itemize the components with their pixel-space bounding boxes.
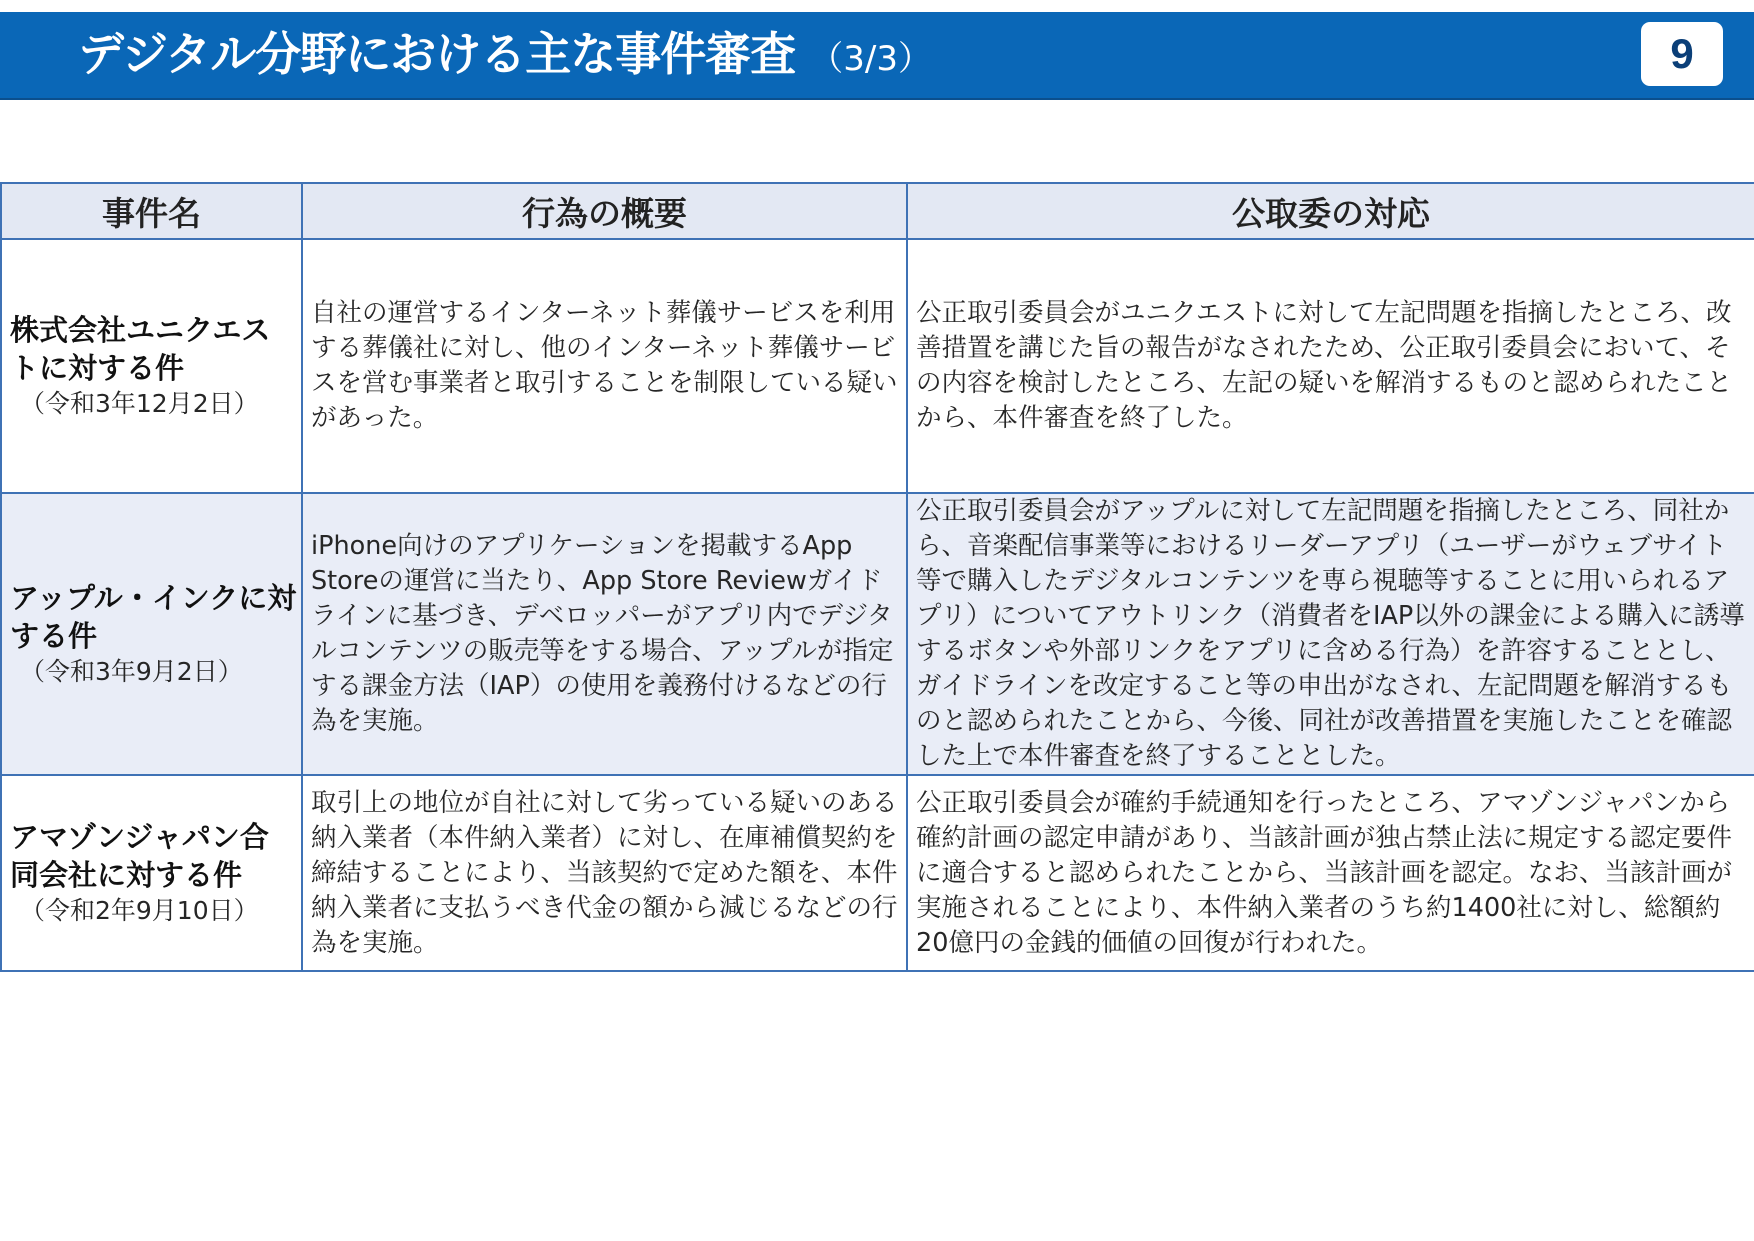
case-date: （令和2年9月10日） <box>20 896 259 925</box>
case-name: アップル・インクに対する件 <box>10 581 297 653</box>
table-row <box>1 239 1754 493</box>
response-cell: 公正取引委員会がユニクエストに対して左記問題を指摘したところ、改善措置を講じた旨の報告がなされたため、公正取引委員会において、その内容を検討したところ、左記の疑いを解消するものと認められたことから、本件審査を終了した。 <box>907 239 1754 493</box>
case-date: （令和3年9月2日） <box>20 657 243 686</box>
table-row <box>1 493 1754 775</box>
case-name: 株式会社ユニクエストに対する件 <box>10 313 271 385</box>
case-name: アマゾンジャパン合同会社に対する件 <box>10 820 269 892</box>
column-header-summary: 行為の概要 <box>302 183 907 239</box>
summary-cell: iPhone向けのアプリケーションを掲載するApp Storeの運営に当たり、App Store Reviewガイドラインに基づき、デベロッパーがアプリ内でデジタルコンテンツの販売等をする場合、アップルが指定する課金方法（IAP）の使用を義務付けるなどの行為を実施。 <box>302 493 907 775</box>
case-name-cell <box>1 493 302 775</box>
response-cell: 公正取引委員会が確約手続通知を行ったところ、アマゾンジャパンから確約計画の認定申請があり、当該計画が独占禁止法に規定する認定要件に適合すると認められたことから、当該計画を認定。なお、当該計画が実施されることにより、本件納入業者のうち約1400社に対し、総額約20億円の金銭的価値の回復が行われた。 <box>907 775 1754 971</box>
slide-title <box>78 24 932 84</box>
slide-subtitle: （3/3） <box>809 39 932 79</box>
table-row <box>1 775 1754 971</box>
response-cell: 公正取引委員会がアップルに対して左記問題を指摘したところ、同社から、音楽配信事業等におけるリーダーアプリ（ユーザーがウェブサイト等で購入したデジタルコンテンツを専ら視聴等することに用いられるアプリ）についてアウトリンク（消費者をIAP以外の課金による購入に誘導するボタンや外部リンクをアプリに含める行為）を許容することとし、ガイドラインを改定すること等の申出がなされ、左記問題を解消するものと認められたことから、今後、同社が改善措置を実施したことを確認した上で本件審査を終了することとした。 <box>907 493 1754 775</box>
summary-cell: 自社の運営するインターネット葬儀サービスを利用する葬儀社に対し、他のインターネット葬儀サービスを営む事業者と取引することを制限している疑いがあった。 <box>302 239 907 493</box>
column-header-case-name: 事件名 <box>1 183 302 239</box>
column-header-response: 公取委の対応 <box>907 183 1754 239</box>
case-table <box>0 182 1754 972</box>
case-name-cell <box>1 239 302 493</box>
case-date: （令和3年12月2日） <box>20 389 259 418</box>
page-number-badge: 9 <box>1641 22 1723 86</box>
slide-title-text: デジタル分野における主な事件審査 <box>78 27 796 81</box>
case-name-cell <box>1 775 302 971</box>
table-header-row <box>1 183 1754 239</box>
summary-cell: 取引上の地位が自社に対して劣っている疑いのある納入業者（本件納入業者）に対し、在庫補償契約を締結することにより、当該契約で定めた額を、本件納入業者に支払うべき代金の額から減じるなどの行為を実施。 <box>302 775 907 971</box>
